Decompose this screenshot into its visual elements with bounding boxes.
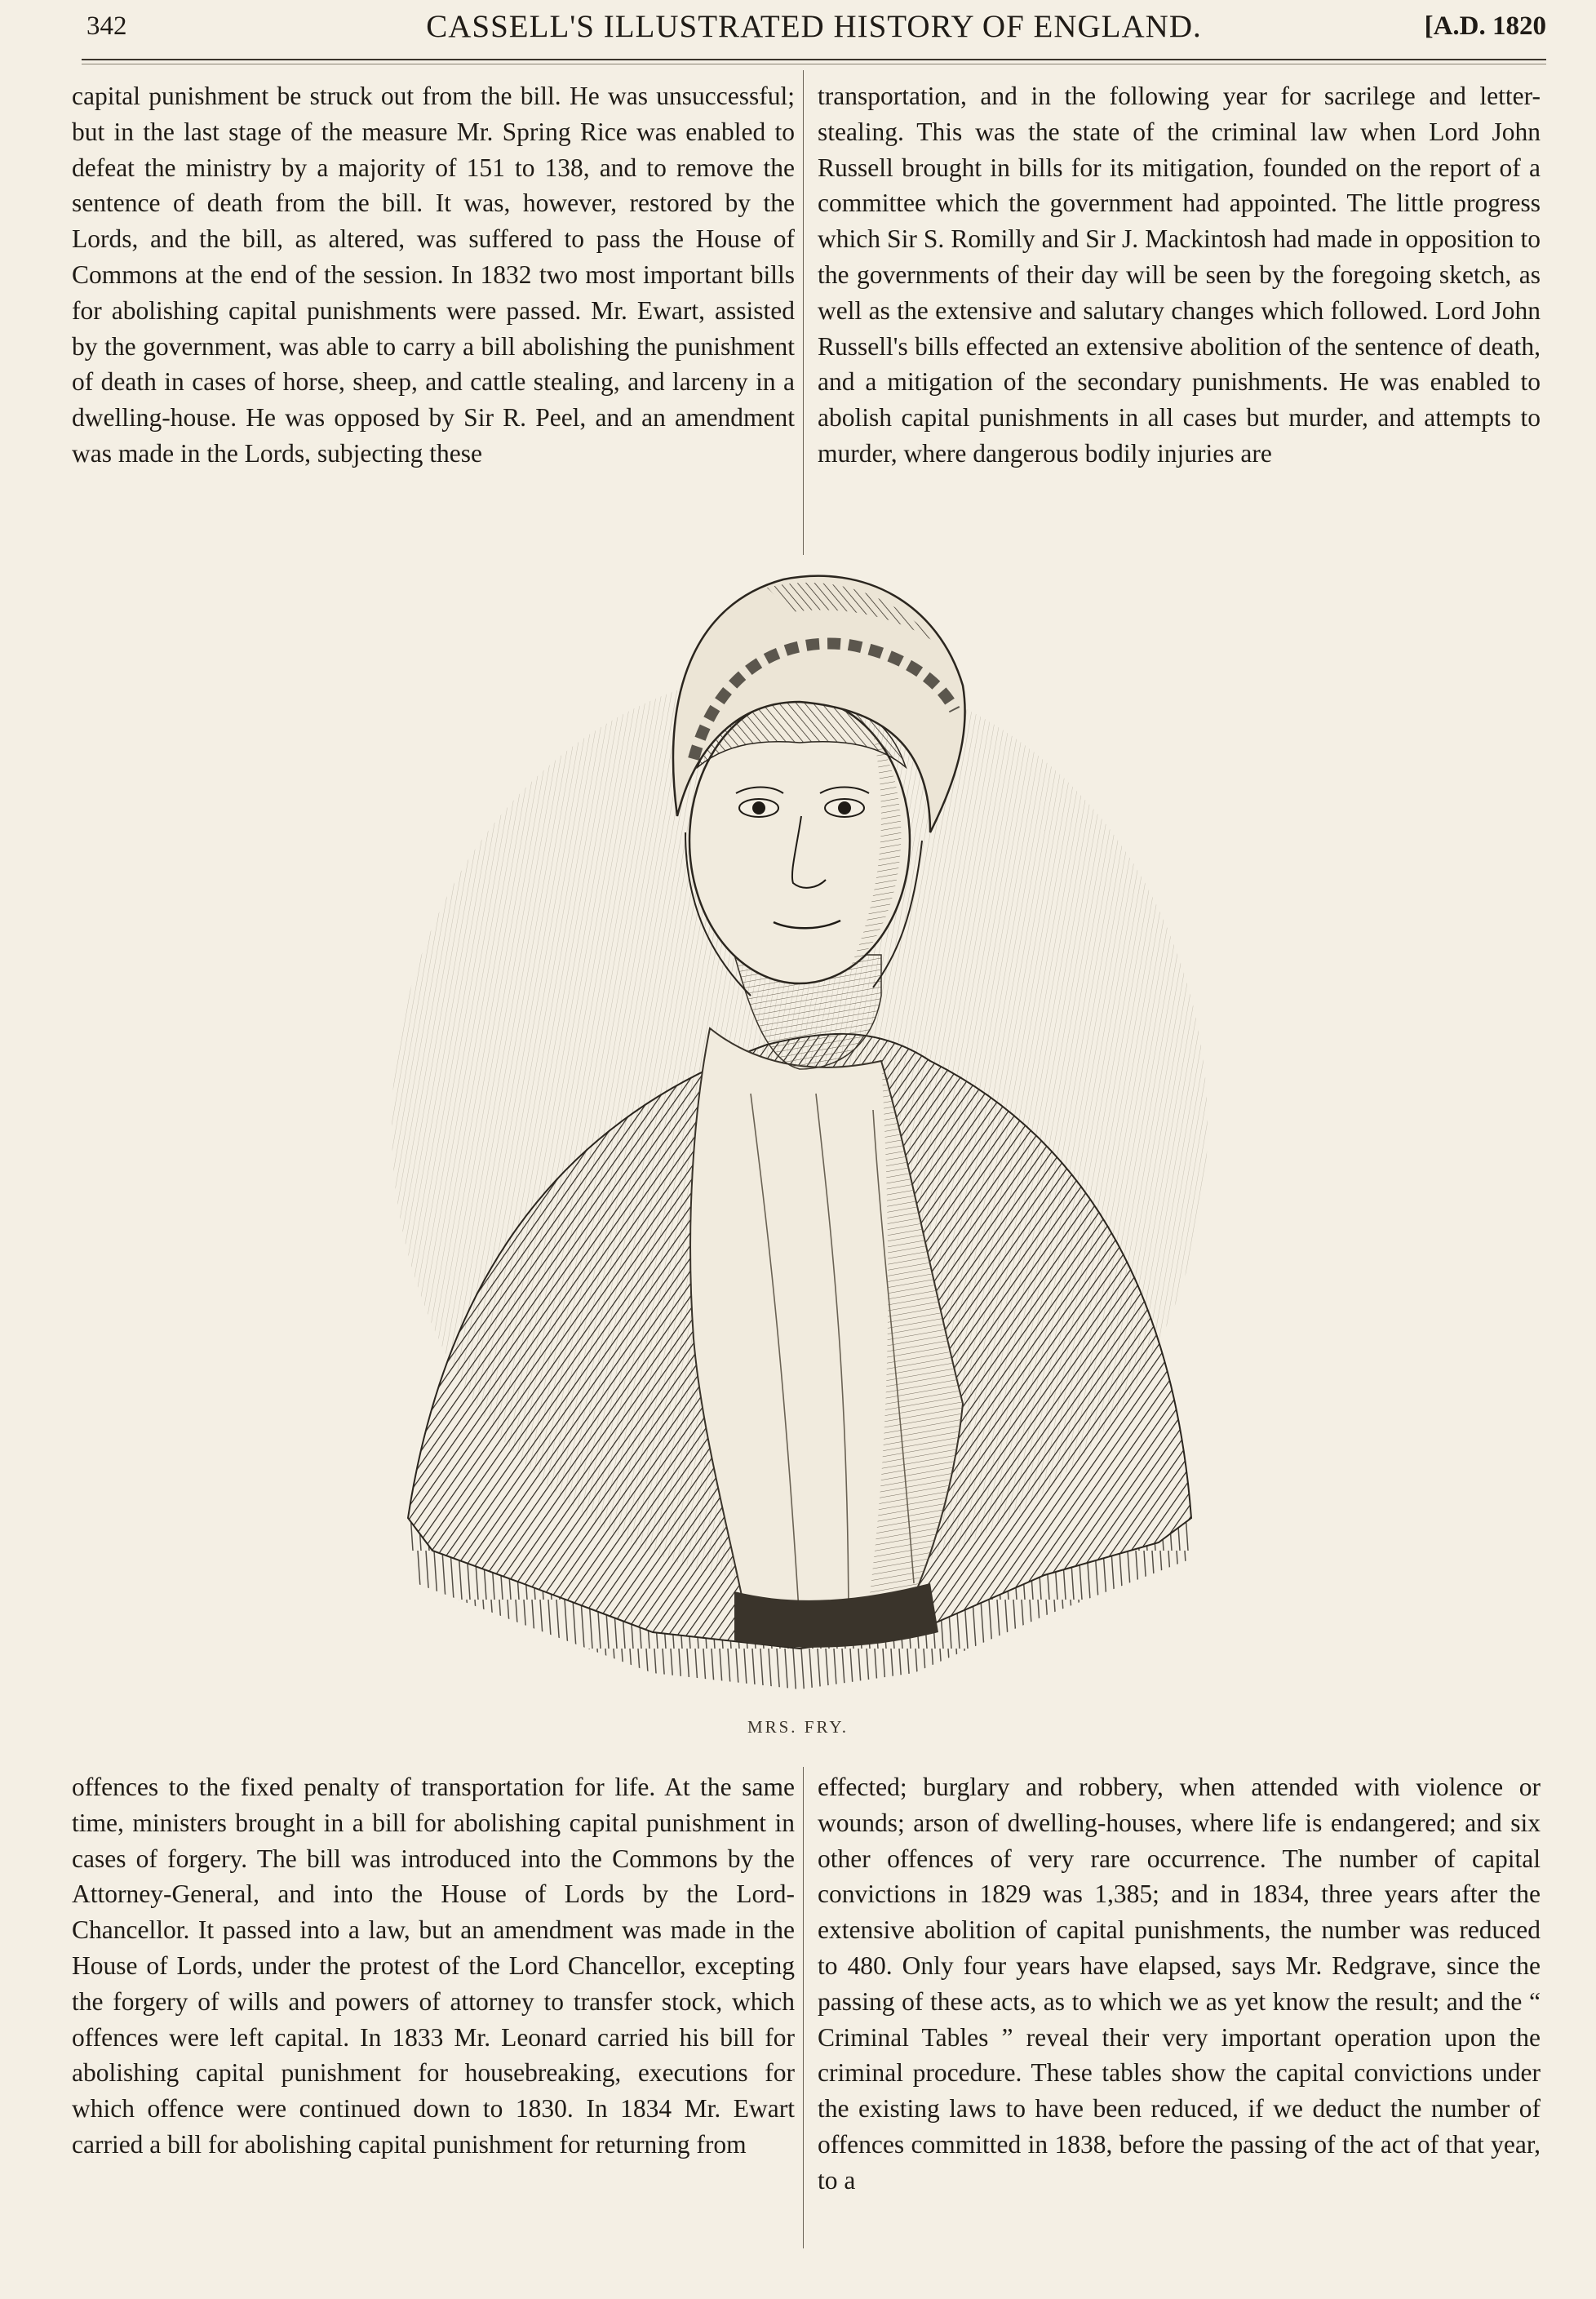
portrait-engraving <box>310 571 1289 1710</box>
column-divider-bottom <box>803 1767 804 2248</box>
column-top-left <box>72 78 795 472</box>
paragraph: offences to the fixed penalty of transportation for life. At the same time, ministers brought in a bill for abolishing capital punishment in cases of forgery. The bill was introduced into the Commons by the Attorney-General, and into the House of Lords by the Lord-Chancellor. It passed into a law, but an amendment was made in the House of Lords, under the protest of the Lord Chancellor, excepting the forgery of wills and powers of attorney to transfer stock, which offences were left capital. In 1833 Mr. Leonard carried his bill for abolishing capital punishment for housebreaking, executions for which offence were continued down to 1830. In 1834 Mr. Ewart carried a bill for abolishing capital punishment for returning from <box>72 1773 795 2159</box>
running-date: [A.D. 1820 <box>1424 11 1546 41</box>
column-bottom-left <box>72 1769 795 2163</box>
illustration-caption: MRS. FRY. <box>747 1717 849 1737</box>
header-rule <box>82 59 1546 60</box>
column-top-right <box>818 78 1541 472</box>
paragraph: capital punishment be struck out from the bill. He was unsuccessful; but in the last stage of the measure Mr. Spring Rice was enabled to defeat the ministry by a majority of 151 to 138, and to remove the sentence of death from the bill. It was, however, restored by the Lords, and the bill, as altered, was suffered to pass the House of Commons at the end of the session. In 1832 two most important bills for abolishing capital punishments were passed. Mr. Ewart, assisted by the government, was able to carry a bill abolishing the punishment of death in cases of horse, sheep, and cattle stealing, and larceny in a dwelling-house. He was opposed by Sir R. Peel, and an amendment was made in the Lords, subjecting these <box>72 82 795 468</box>
running-title: CASSELL'S ILLUSTRATED HISTORY OF ENGLAND. <box>426 9 1202 44</box>
paragraph: effected; burglary and robbery, when attended with violence or wounds; arson of dwelling-houses, where life is endangered; and six other offences of very rare occurrence. The number of capital convictions in 1829 was 1,385; and in 1834, three years after the extensive abolition of capital punishments, the number was reduced to 480. Only four years have elapsed, says Mr. Redgrave, since the passing of these acts, as to which we as yet know the result; and the “ Criminal Tables ” reveal their very important operation upon the criminal procedure. These tables show the capital convictions under the existing laws to have been reduced, if we deduct the number of offences committed in 1838, before the passing of the act of that year, to a <box>818 1773 1541 2195</box>
column-bottom-right <box>818 1769 1541 2199</box>
page-header <box>82 7 1546 55</box>
column-divider-top <box>803 70 804 555</box>
paragraph: transportation, and in the following year for sacrilege and letter-stealing. This was the state of the criminal law when Lord John Russell brought in bills for its mitigation, founded on the report of a committee which the government had appointed. The little progress which Sir S. Romilly and Sir J. Mackintosh had made in opposition to the governments of their day will be seen by the foregoing sketch, as well as the extensive and salutary changes which followed. Lord John Russell's bills effected an extensive abolition of the sentence of death, and a mitigation of the secondary punishments. He was enabled to abolish capital punishments in all cases but murder, and attempts to murder, where dangerous bodily injuries are <box>818 82 1541 468</box>
page-number: 342 <box>86 11 127 41</box>
